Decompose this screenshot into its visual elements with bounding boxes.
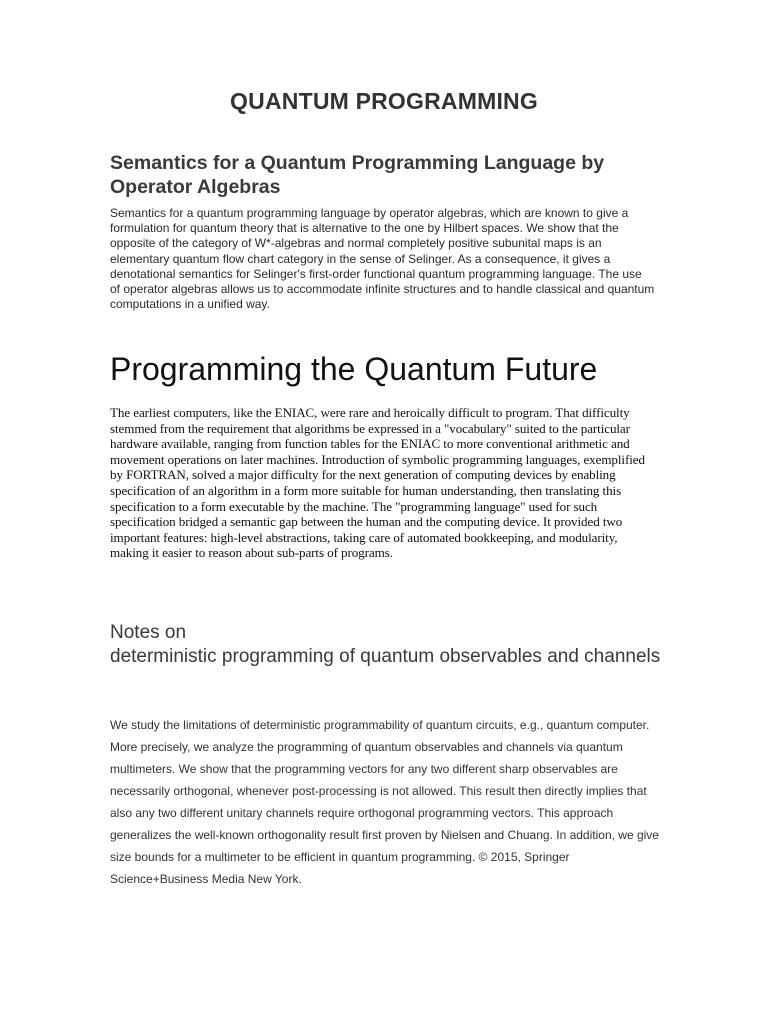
section-semantics-title: Semantics for a Quantum Programming Language by Operator Algebras <box>110 152 605 198</box>
section-deterministic-title-line1: Notes on <box>110 622 187 643</box>
section-quantum-future-abstract: The earliest computers, like the ENIAC, were rare and heroically difficult to program. That difficulty stemmed from the requirement that algorithms be expressed in a "vocabulary" suited to the particular hardware available, ranging from function tables for the ENIAC to more conventional arithmetic and movement operations on later machines. Introduction of symbolic programming languages, exemplified by FORTRAN, solved a major difficulty for the next generation of computing devices by enabling specification of an algorithm in a form more suitable for human understanding, then translating this specification to a form executable by the machine. The "programming language" used for such specification bridged a semantic gap between the human and the computing device. It provided two important features: high-level abstractions, taking care of automated bookkeeping, and modularity, making it easier to reason about sub-parts of programs. <box>110 405 645 561</box>
section-deterministic-abstract: We study the limitations of deterministic programmability of quantum circuits, e.g., quantum computer. More precisely, we analyze the programming of quantum observables and channels via quantum multimeters. We show that the programming vectors for any two different sharp observables are necessarily orthogonal, whenever post-processing is not allowed. This result then directly implies that also any two different unitary channels require orthogonal programming vectors. This approach generalizes the well-known orthogonality result first proven by Nielsen and Chuang. In addition, we give size bounds for a multimeter to be efficient in quantum programming. © 2015, Springer Science+Business Media New York. <box>110 718 659 886</box>
section-semantics-abstract: Semantics for a quantum programming language by operator algebras, which are known to give a formulation for quantum theory that is alternative to the one by Hilbert spaces. We show that the opposite of the category of W*-algebras and normal completely positive subunital maps is an elementary quantum flow chart category in the sense of Selinger. As a consequence, it gives a denotational semantics for Selinger's first-order functional quantum programming language. The use of operator algebras allows us to accommodate infinite structures and to handle classical and quantum computations in a unified way. <box>110 206 655 312</box>
section-deterministic-title <box>110 621 670 669</box>
section-deterministic-title-line2: deterministic programming of quantum observables and channels <box>110 646 661 667</box>
section-quantum-future-title: Programming the Quantum Future <box>110 351 598 387</box>
document-title: QUANTUM PROGRAMMING <box>230 88 538 114</box>
